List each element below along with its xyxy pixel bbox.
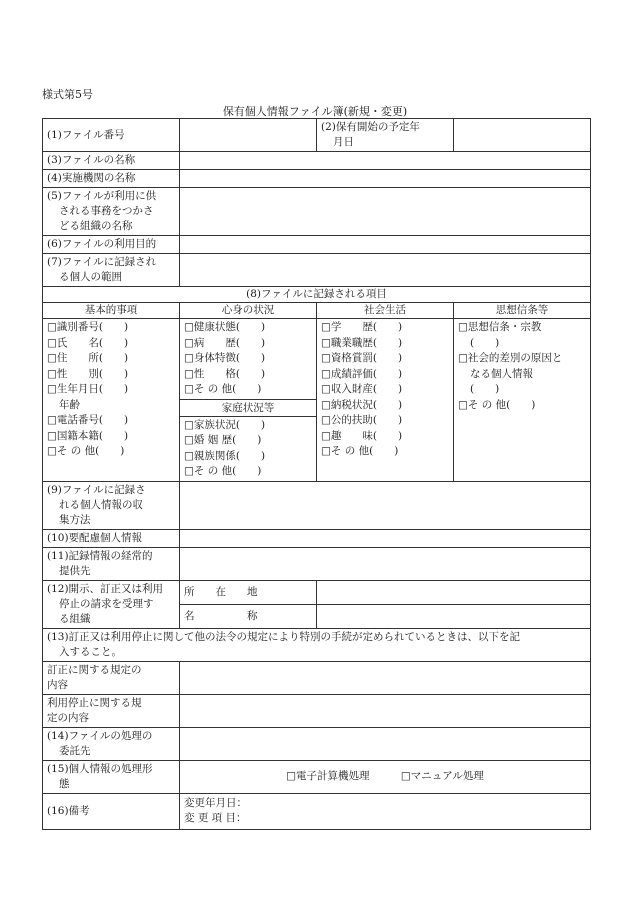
checkbox-item[interactable]: □そ の 他( ): [184, 383, 262, 395]
processing-options: [180, 760, 591, 793]
row-request-organization-location: [43, 580, 591, 604]
category-social-list: [317, 319, 454, 482]
row-correction-rules: [43, 661, 591, 694]
field-organization[interactable]: [180, 188, 591, 236]
row-organization: [43, 188, 591, 236]
label-start-date: (2)保有開始の予定年 月日: [317, 119, 454, 152]
checkbox-item[interactable]: □識別番号( ): [47, 321, 129, 333]
row-file-number: [43, 119, 591, 152]
checkbox-item[interactable]: □社会的差別の原因と: [458, 352, 563, 364]
items-header: (8)ファイルに記録される項目: [43, 287, 591, 303]
checkbox-item[interactable]: □公的扶助( ): [321, 414, 403, 426]
row-processing-form: [43, 760, 591, 793]
checkbox-item[interactable]: □身体特徴( ): [184, 352, 266, 364]
label-location: 所 在 地: [180, 580, 317, 604]
row-collection-method: [43, 481, 591, 529]
checkbox-item[interactable]: □そ の 他( ): [321, 445, 399, 457]
checkbox-item-continuation: ( ): [470, 336, 500, 349]
row-regular-provision: [43, 547, 591, 580]
category-mind-body-header: 心身の状況: [180, 303, 317, 319]
form-number: 様式第5号: [42, 88, 93, 101]
row-purpose: [43, 236, 591, 254]
field-remarks[interactable]: [180, 793, 591, 829]
field-purpose[interactable]: [180, 236, 591, 254]
checkbox-item[interactable]: □病 歴( ): [184, 336, 266, 349]
category-basic-header: 基本的事項: [43, 303, 180, 319]
change-date-label: 変更年月日：: [184, 797, 247, 809]
label-agency-name: (4)実施機関の名称: [43, 170, 180, 188]
checkbox-item[interactable]: □電話番号( ): [47, 414, 129, 426]
checkbox-item[interactable]: □そ の 他( ): [47, 445, 125, 457]
row-remarks: [43, 793, 591, 829]
checkbox-item-continuation: ( ): [470, 383, 500, 395]
checkbox-item[interactable]: □住 所( ): [47, 352, 129, 364]
checkbox-item[interactable]: □婚 姻 歴( ): [184, 434, 262, 446]
form-title: 保有個人情報ファイル簿(新規・変更): [222, 105, 408, 118]
category-belief-list: [454, 319, 591, 482]
checkbox-item[interactable]: □性 別( ): [47, 367, 129, 380]
row-file-name: [43, 152, 591, 170]
label-file-name: (3)ファイルの名称: [43, 152, 180, 170]
checkbox-item[interactable]: □納税状況( ): [321, 398, 403, 411]
checkbox-computer-processing[interactable]: □電子計算機処理: [286, 770, 370, 782]
field-file-number[interactable]: [180, 119, 317, 152]
label-sensitive-info: (10)要配慮個人情報: [43, 529, 180, 547]
field-file-name[interactable]: [180, 152, 591, 170]
row-sensitive-info: [43, 529, 591, 547]
checkbox-item[interactable]: □生年月日( ): [47, 383, 129, 395]
change-items-label: 変 更 項 目：: [184, 812, 247, 824]
checkbox-item[interactable]: □思想信条・宗教: [458, 321, 542, 333]
label-outsource: (14)ファイルの処理の 委託先: [43, 727, 180, 760]
field-organization-name[interactable]: [317, 604, 591, 628]
row-items-header: [43, 287, 591, 303]
checkbox-item-continuation: 年齢: [59, 398, 80, 411]
row-agency-name: [43, 170, 591, 188]
checkbox-item[interactable]: □親族関係( ): [184, 449, 266, 462]
field-agency-name[interactable]: [180, 170, 591, 188]
label-file-number: (1)ファイル番号: [43, 119, 180, 152]
checkbox-item[interactable]: □職業職歴( ): [321, 336, 403, 349]
checkbox-item[interactable]: □性 格( ): [184, 367, 266, 380]
field-start-date[interactable]: [454, 119, 591, 152]
label-organization-name: 名 称: [180, 604, 317, 628]
row-scope: [43, 254, 591, 287]
label-regular-provision: (11)記録情報の経常的 提供先: [43, 547, 180, 580]
row-category-items: [43, 319, 591, 482]
category-basic-list: [43, 319, 180, 482]
label-stop-rules: 利用停止に関する規 定の内容: [43, 694, 180, 727]
category-mind-body-list: [180, 319, 317, 482]
label-scope: (7)ファイルに記録され る個人の範囲: [43, 254, 180, 287]
checkbox-item[interactable]: □資格賞罰( ): [321, 352, 403, 364]
category-family-header: 家庭状況等: [180, 400, 316, 417]
field-location[interactable]: [317, 580, 591, 604]
file-register-table: [42, 118, 591, 830]
checkbox-item[interactable]: □そ の 他( ): [458, 398, 536, 411]
checkbox-item[interactable]: □学 歴( ): [321, 321, 403, 333]
checkbox-item[interactable]: □成績評価( ): [321, 367, 403, 380]
label-remarks: (16)備考: [43, 793, 180, 829]
field-outsource[interactable]: [180, 727, 591, 760]
field-regular-provision[interactable]: [180, 547, 591, 580]
row-category-headers: [43, 303, 591, 319]
label-processing-form: (15)個人情報の処理形 態: [43, 760, 180, 793]
checkbox-manual-processing[interactable]: □マニュアル処理: [400, 770, 484, 782]
label-purpose: (6)ファイルの利用目的: [43, 236, 180, 254]
checkbox-item[interactable]: □家族状況( ): [184, 418, 266, 431]
field-correction-rules[interactable]: [180, 661, 591, 694]
row-special-procedure: [43, 628, 591, 661]
checkbox-item-continuation: なる個人情報: [470, 367, 533, 380]
category-belief-header: 思想信条等: [454, 303, 591, 319]
field-stop-rules[interactable]: [180, 694, 591, 727]
field-scope[interactable]: [180, 254, 591, 287]
label-special-procedure: (13)訂正又は利用停止に関して他の法令の規定により特別の手続が定められているときは、以下を記 入すること。: [43, 628, 591, 661]
field-collection-method[interactable]: [180, 481, 591, 529]
checkbox-item[interactable]: □国籍本籍( ): [47, 429, 129, 442]
row-stop-rules: [43, 694, 591, 727]
checkbox-item[interactable]: □趣 味( ): [321, 429, 403, 442]
field-sensitive-info[interactable]: [180, 529, 591, 547]
label-request-organization: (12)開示、訂正又は利用 停止の請求を受理す る組織: [43, 580, 180, 628]
checkbox-item[interactable]: □健康状態( ): [184, 321, 266, 333]
label-correction-rules: 訂正に関する規定の 内容: [43, 661, 180, 694]
checkbox-item[interactable]: □そ の 他( ): [184, 465, 262, 477]
label-organization: (5)ファイルが利用に供 される事務をつかさ どる組織の名称: [43, 188, 180, 236]
checkbox-item[interactable]: □収入財産( ): [321, 383, 403, 395]
checkbox-item[interactable]: □氏 名( ): [47, 336, 129, 349]
category-social-header: 社会生活: [317, 303, 454, 319]
row-outsource: [43, 727, 591, 760]
label-collection-method: (9)ファイルに記録さ れる個人情報の収 集方法: [43, 481, 180, 529]
